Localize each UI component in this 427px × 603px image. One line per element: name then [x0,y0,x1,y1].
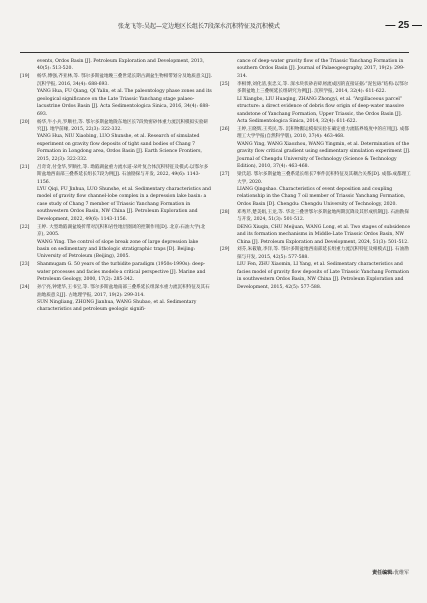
reference-number: [28] [220,209,230,215]
reference-en: YANG Hua, FU Qiang, QI Yalin, et al. The paleontology phase zones and its geological significance on the Late Triassic Yanchang stage palaeo-lacustrine Ordos Basin [J]. Acta Sedimentologica Sinica, 2016, 34(4): 688-693. [37,89,212,117]
reference-item [220,209,412,246]
reference-en: events, Ordos Basin [J]. Petroleum Exploration and Development, 2013, 40(5): 513-520. [37,59,205,72]
reference-en: SUN Ningliang, ZHONG Jianhua, WANG Shubao, et al. Sedimentary characteristics and petroleum geologic signifi- [37,300,197,313]
reference-cn: 李相博,刘化清,张忠义,等. 深水块状砂岩碎屑流成因的直接证据:“泥包砾”结构:以鄂尔多斯盆地上三叠统延长组研究为例[J]. 沉积学报, 2014, 32(4): 611-622. [237,81,409,95]
reference-number: [21] [20,164,30,170]
reference-number: [19] [20,74,30,80]
reference-number: [22] [20,224,30,230]
reference-item [20,58,212,73]
reference-item [20,261,212,283]
reference-en: LIU Fen, ZHU Xiaomin, LI Yang, et al. Sedimentary characteristics and facies model of gravity flow deposits of Late Triassic Yanchang Formation in southwestern Ordos Basin, NW China [J]. Petroleum Exploration and Development, 2015, 42(5): 577-588. [237,262,410,290]
reference-en: LIANG Qingshao. Characteristics of event deposition and coupling relationship in the Chang 7 oil member of Triassic Yanchang Formation, Ordos Basin [D]. Chengdu: Chengdu University of Technology, 2020. [237,186,406,207]
reference-cn: 杨华,牛小兵,罗顺社,等. 鄂尔多斯盆地陇东地区长7段致密砂体重力流沉积模拟实验研究[J]. 地学前缘, 2015, 22(3): 322-332. [37,119,209,132]
references-left-column [20,58,212,314]
reference-cn: 孙宁亮,钟建华,王书宝,等. 鄂尔多斯盆地南部三叠系延长组深水重力流沉积特征及其石油地质意义[J]. 古地理学报, 2017, 19(2): 299-314. [37,285,210,298]
reference-en: DENG Xiuqin, CHU Meijuan, WANG Long, et al. Two stages of subsidence and its formation mechanisms in Middle-Late Triassic Ordos Basin, NW China [J]. Petroleum Exploration and Development, 2024, 51(3): 501-512. [237,224,411,245]
reference-item [220,171,412,208]
reference-en: Shanmugam G. 50 years of the turbidite paradigm (1950s-1990s): deep-water processes and facies models-a critical perspective [J]. Marine and Petroleum Geology, 2000, 17(2): 285-342. [37,262,206,283]
reference-number: [26] [220,126,230,132]
reference-item [220,58,412,80]
reference-cn: 杨华,傅强,齐亚林,等. 鄂尔多斯盆地晚三叠世延长期古湖盆生物相带划分及地质意义[J]. 沉积学报, 2016, 34(4): 688-693. [37,74,212,87]
reference-number: [27] [220,172,230,178]
reference-cn: 梁氏超. 鄂尔多斯盆地三叠系延长组长7事件沉积特征及其耦合关系[D]. 成都:成都理工大学, 2020. [237,172,411,185]
reference-en: LYU Qiqi, FU Jinhua, LUO Shunshe, et al. Sedimentary characteristics and model of gravity flow channel-lobe complex in a depression lake basin: a case study of Chang 7 member of Triassic Yanchang Formation in southwestern Ordos Basin, NW China [J]. Petroleum Exploration and Development, 2022, 49(6): 1143-1156. [37,186,211,222]
reference-en: LI Xiangbo, LIU Huaqing, ZHANG Zhongyi, et al. “Argillaceous parcel” structure: a direct evidence of debris flow origin of deep-water massive sandstone of Yanchang Formation, Upper Triassic, the Ordos Basin [J]. Acta Sedimentologica Sinica, 2014, 32(4): 611-622. [237,96,404,124]
reference-cn: 王婷,王晓辉,王英民,等. 沉积物搬运模拟实验在确定重力流临界坡度中的应用[J]. 成都理工大学学报(自然科学版), 2010, 37(4): 463-468. [237,126,409,140]
reference-item [20,119,212,164]
reference-number: [23] [20,262,30,268]
editor-name: 优维军 [393,570,409,576]
reference-cn: 吕奇奇,付金华,罗顺社,等. 坳陷湖盆重力流水道-朵叶复合体沉积特征及模式:以鄂尔多斯盆地西南部三叠系延长组长7段为例[J]. 石油勘探与开发, 2022, 49(6): 1143-1156. [37,164,209,185]
responsible-editor [372,569,409,576]
reference-cn: 刘芬,朱筱敏,李洋,等. 鄂尔多斯盆地西南部延长组重力流沉积特征及相模式[J]. 石油勘探与开发, 2015, 42(5): 577-588. [237,247,409,260]
reference-cn: 邓秀芹,楚美娟,王龙,等. 华北三叠世鄂尔多斯盆地两期沉降及其形成机制[J]. 石油勘探与开发, 2024, 51(3): 501-512. [237,209,409,223]
references-right-column [220,58,412,292]
reference-item [20,224,212,261]
editor-label: 责任编辑: [372,570,394,576]
reference-en: WANG Ying, WANG Xiaozhou, WANG Yingmin, et al. Determination of the gravity flow critical gradient using sedimentary simulation experiment [J]. Journal of Chengdu University of Technology (Science & Technology Edition), 2010, 37(4): 463-468. [237,141,411,170]
reference-item [20,284,212,314]
reference-item [220,126,412,171]
reference-number: [25] [220,81,230,87]
reference-item [220,246,412,291]
reference-item [20,73,212,118]
reference-cn: 王婷. 大型坳陷湖盆坡折带对沉积和岩性地层圈闭的控制作用[D]. 北京:石油大学(北京), 2005. [37,224,206,238]
reference-item [220,81,412,126]
reference-en: WANG Ying. The control of slope break zone of large depression lake basin on sedimentary and lithologic stratigraphic traps [D]. Beijing: University of Petroleum (Beijing), 2005. [37,239,199,260]
reference-en: YANG Hua, NIU Xiaobing, LUO Shunshe, et al. Research of simulated experiment on gravity flow deposits of tight sand bodies of Chang 7 Formation in Longdong area, Ordos Basin [J]. Earth Science Frontiers, 2015, 22(3): 322-332. [37,134,202,162]
reference-number: [24] [20,285,30,291]
reference-item [20,164,212,224]
page-number: — 25 — [385,20,422,31]
running-title: 张龙飞等:吴起—定边地区长组长7段深水沉积特征及沉积模式 [118,23,280,30]
reference-number: [20] [20,119,30,125]
reference-number: [29] [220,247,230,253]
reference-en: cance of deep-water gravity flow of the Triassic Yanchang Formation in southern Ordos Basin [J]. Journal of Palaeogeography, 2017, 19(2): 299-314. [237,59,405,79]
